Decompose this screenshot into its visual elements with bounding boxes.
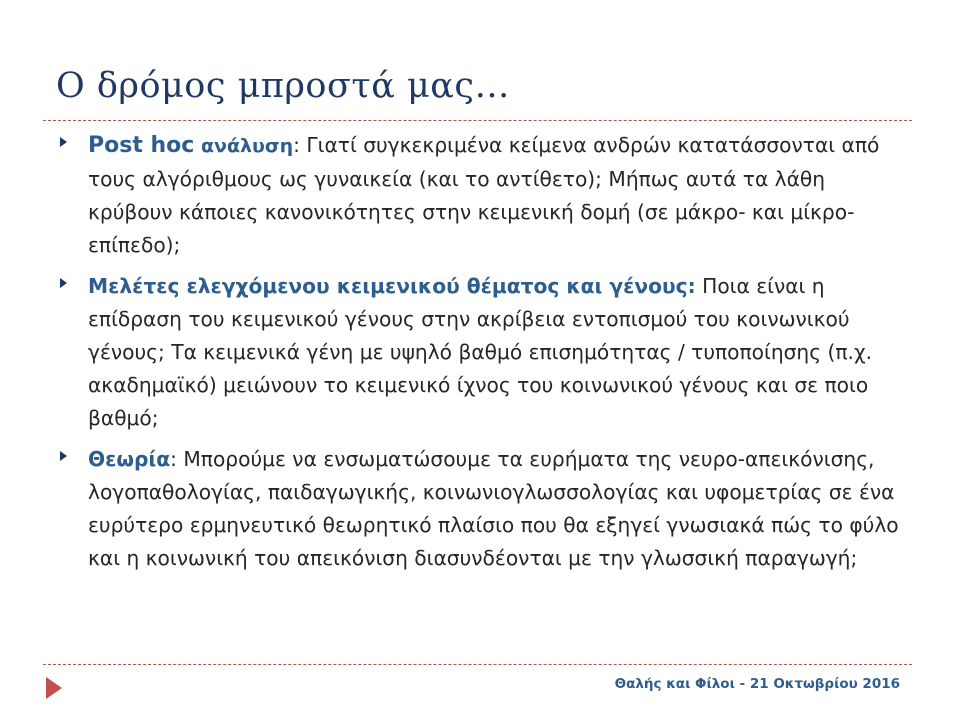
bullet-item-controlled-studies (54, 270, 904, 435)
bullet-list (54, 129, 904, 583)
bullet-text (88, 129, 904, 262)
bullet-body: Μπορούμε να ενσωματώσουμε τα ευρήματα της νευρο-απεικόνισης, λογοπαθολογίας, παιδαγωγικής, κοινωνιογλωσσολογίας και υφομετρίας σε ένα ευρύτερο ερμηνευτικό θεωρητικό πλαίσιο που θα εξηγεί γνωσιακά πώς το φύλο και η κοινωνική του απεικόνιση διασυνδέονται με την γλωσσική παραγωγή; (88, 447, 899, 570)
footer-divider (43, 664, 912, 665)
bullet-body: Ποια είναι η επίδραση του κειμενικού γένους στην ακρίβεια εντοπισμού του κοινωνικού γένους; Τα κειμενικά γένη με υψηλό βαθμό επισημότητας / τυποποίησης (π.χ. ακαδημαϊκό) μειώνουν το κειμενικό ίχνος του κοινωνικού γένους και σε ποιο βαθμό; (88, 274, 873, 430)
footer-arrow-icon (46, 677, 62, 699)
bullet-lead: Μελέτες ελεγχόμενου κειμενικού θέματος και γένους: (88, 274, 696, 298)
slide-title: Ο δρόμος μπροστά μας… (56, 66, 510, 106)
bullet-lead: Θεωρία (88, 447, 171, 471)
bullet-item-post-hoc (54, 129, 904, 262)
bullet-arrow-icon (60, 278, 67, 288)
bullet-text (88, 270, 904, 435)
bullet-arrow-icon (60, 451, 67, 461)
bullet-item-theory (54, 443, 904, 575)
bullet-arrow-icon (60, 137, 67, 147)
bullet-lead-part-b: ανάλυση (194, 135, 294, 157)
bullet-lead-colon: : (293, 133, 300, 157)
bullet-lead-colon: : (170, 447, 177, 471)
bullet-body: Γιατί συγκεκριμένα κείμενα ανδρών κατατάσσονται από τους αλγόριθμους ως γυναικεία (και το αντίθετο); Μήπως αυτά τα λάθη κρύβουν κάποιες κανονικότητες στην κειμενική δομή (σε μάκρο- και μίκρο- επίπεδο); (88, 133, 880, 257)
slide-footer: Θαλής και Φίλοι - 21 Οκτωβρίου 2016 (614, 676, 900, 692)
bullet-lead-part-a: Post hoc (88, 133, 195, 158)
bullet-lead (88, 133, 293, 158)
title-divider (43, 120, 912, 121)
bullet-text (88, 443, 904, 575)
